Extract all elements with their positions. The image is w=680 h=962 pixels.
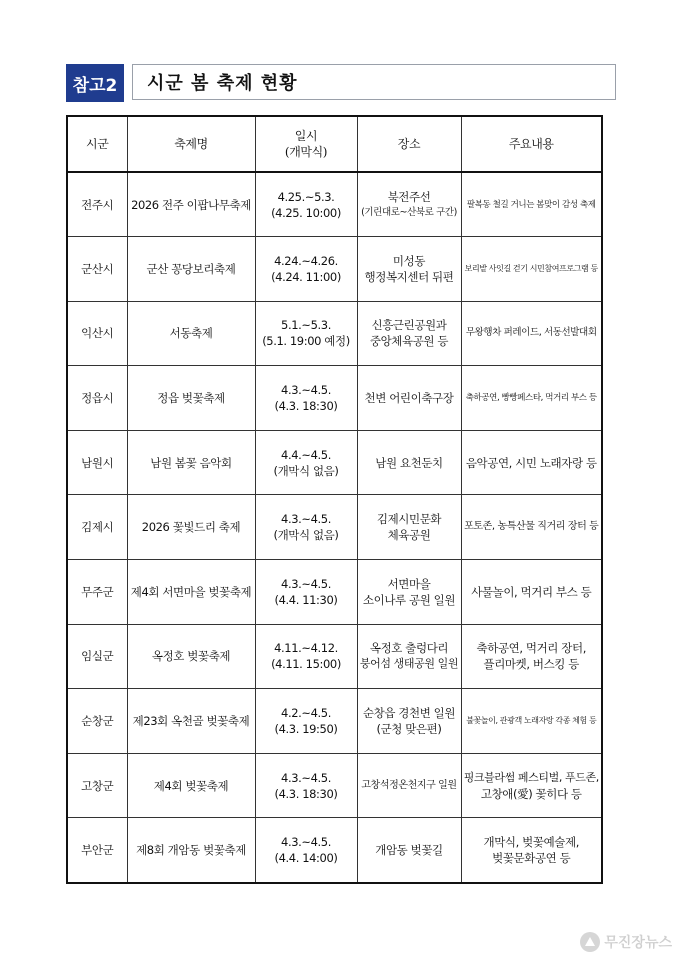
date-cell	[255, 818, 357, 883]
city-cell-line-1: 김제시	[81, 520, 114, 535]
place-cell	[357, 495, 461, 560]
content-cell-line-1: 무왕행차 퍼레이드, 서동선발대회	[465, 327, 597, 339]
festival-name-cell-line-1: 제8회 개암동 벚꽃축제	[136, 842, 246, 857]
festival-name-cell	[127, 624, 255, 689]
date-cell-line-1: 4.4.~4.5.	[281, 447, 331, 462]
content-cell	[461, 366, 602, 431]
content-cell-line-1: 보리밭 사잇길 걷기 시민참여프로그램 등	[464, 263, 598, 273]
festival-name-cell	[127, 818, 255, 883]
date-cell-line-2: (4.4. 14:00)	[274, 850, 338, 865]
table-row	[67, 366, 602, 431]
date-cell-line-1: 4.11.~4.12.	[274, 641, 338, 656]
table-row	[67, 753, 602, 818]
city-cell-line-1: 순창군	[81, 714, 114, 729]
festival-name-cell	[127, 495, 255, 560]
content-cell	[461, 237, 602, 302]
table-row	[67, 560, 602, 625]
place-cell-line-2: (기린대로~산북로 구간)	[361, 206, 457, 218]
content-cell	[461, 624, 602, 689]
festival-name-cell-line-1: 2026 전주 이팝나무축제	[131, 197, 251, 212]
content-cell-line-1: 포토존, 농특산물 직거리 장터 등	[464, 521, 599, 533]
festival-name-cell-line-1: 2026 꽃빛드리 축제	[141, 520, 241, 535]
table-header-row	[67, 116, 602, 172]
content-cell	[461, 689, 602, 754]
place-cell-line-2: (군청 맞은편)	[376, 722, 442, 737]
content-cell	[461, 301, 602, 366]
place-cell-line-2: 체육공원	[387, 528, 431, 543]
place-cell-line-1: 신흥근린공원과	[371, 318, 447, 333]
content-cell	[461, 495, 602, 560]
place-cell	[357, 624, 461, 689]
date-cell-line-1: 4.24.~4.26.	[274, 253, 338, 268]
col-header-date-label: 일시	[294, 129, 318, 143]
mountain-icon	[580, 932, 600, 952]
content-cell-line-1: 팔복동 철길 거니는 봄맞이 감성 축제	[466, 199, 596, 210]
col-header-date	[255, 116, 357, 172]
date-cell-line-2: (4.3. 18:30)	[274, 399, 338, 414]
table-row	[67, 237, 602, 302]
content-cell-line-1: 축하공연, 빵빵페스타, 먹거리 부스 등	[465, 393, 597, 404]
festival-name-cell	[127, 172, 255, 237]
city-cell-line-1: 전주시	[81, 197, 114, 212]
col-header-name: 축제명	[127, 116, 255, 172]
city-cell	[67, 560, 127, 625]
table-row	[67, 301, 602, 366]
city-cell-line-1: 군산시	[81, 261, 114, 276]
place-cell-line-1: 고창석정온천지구 일원	[361, 779, 457, 791]
festival-name-cell	[127, 689, 255, 754]
city-cell	[67, 689, 127, 754]
date-cell	[255, 495, 357, 560]
place-cell	[357, 301, 461, 366]
content-cell-line-1: 핑크블라썸 페스티벌, 푸드존,	[463, 770, 599, 784]
col-header-content: 주요내용	[461, 116, 602, 172]
place-cell	[357, 237, 461, 302]
festival-name-cell	[127, 753, 255, 818]
date-cell-line-2: (4.3. 19:50)	[274, 722, 338, 737]
festival-name-cell	[127, 366, 255, 431]
date-cell-line-1: 4.3.~4.5.	[281, 383, 331, 398]
place-cell-line-1: 북전주선	[387, 189, 431, 204]
table-row	[67, 172, 602, 237]
place-cell-line-1: 김제시민문화	[376, 512, 442, 527]
table-row	[67, 689, 602, 754]
festival-name-cell	[127, 301, 255, 366]
table-row	[67, 818, 602, 883]
place-cell	[357, 430, 461, 495]
place-cell-line-1: 천변 어린이축구장	[364, 391, 454, 406]
city-cell-line-1: 무주군	[81, 584, 114, 599]
date-cell-line-1: 4.25.~5.3.	[277, 189, 335, 204]
date-cell-line-2: (4.11. 15:00)	[271, 657, 341, 672]
content-cell-line-2: 고창애(愛) 꽃히다 등	[480, 786, 582, 801]
city-cell	[67, 301, 127, 366]
table-row	[67, 430, 602, 495]
col-header-place: 장소	[357, 116, 461, 172]
festival-name-cell-line-1: 서동축제	[169, 326, 213, 341]
city-cell	[67, 624, 127, 689]
date-cell-line-2: (개막식 없음)	[273, 528, 339, 543]
city-cell	[67, 430, 127, 495]
content-cell-line-1: 불꽃놀이, 관광객 노래자랑 각종 체험 등	[466, 716, 597, 726]
place-cell	[357, 366, 461, 431]
date-cell-line-1: 5.1.~5.3.	[281, 318, 331, 333]
date-cell	[255, 172, 357, 237]
city-cell-line-1: 고창군	[81, 778, 114, 793]
date-cell	[255, 237, 357, 302]
content-cell	[461, 818, 602, 883]
city-cell-line-1: 부안군	[81, 842, 114, 857]
date-cell	[255, 430, 357, 495]
festival-name-cell-line-1: 옥정호 벚꽃축제	[151, 649, 231, 664]
festival-name-cell	[127, 237, 255, 302]
date-cell-line-2: (4.4. 11:30)	[274, 592, 338, 607]
content-cell	[461, 560, 602, 625]
festival-name-cell-line-1: 제4회 벚꽃축제	[153, 778, 229, 793]
place-cell	[357, 689, 461, 754]
festival-name-cell-line-1: 제4회 서면마을 벚꽃축제	[130, 584, 252, 599]
place-cell-line-2: 붕어섬 생태공원 일원	[359, 657, 459, 671]
date-cell-line-2: (4.24. 11:00)	[271, 269, 341, 284]
content-cell-line-1: 축하공연, 먹거리 장터,	[476, 641, 586, 656]
date-cell	[255, 624, 357, 689]
content-cell-line-1: 개막식, 벚꽃예술제,	[483, 834, 579, 849]
date-cell-line-1: 4.3.~4.5.	[281, 834, 331, 849]
content-cell-line-2: 플리마켓, 버스킹 등	[483, 657, 579, 672]
watermark	[580, 932, 672, 952]
date-cell	[255, 560, 357, 625]
page-title: 시군 봄 축제 현황	[132, 64, 616, 100]
content-cell	[461, 430, 602, 495]
watermark-text: 무진장뉴스	[604, 935, 672, 951]
date-cell	[255, 689, 357, 754]
city-cell-line-1: 남원시	[81, 455, 114, 470]
section-header	[66, 64, 616, 102]
date-cell-line-2: (5.1. 19:00 예정)	[262, 334, 350, 349]
date-cell	[255, 753, 357, 818]
content-cell-line-1: 음악공연, 시민 노래자랑 등	[465, 455, 597, 470]
place-cell	[357, 753, 461, 818]
col-header-city: 시군	[67, 116, 127, 172]
place-cell	[357, 560, 461, 625]
content-cell-line-1: 사물놀이, 먹거리 부스 등	[471, 584, 592, 599]
date-cell-line-1: 4.3.~4.5.	[281, 512, 331, 527]
place-cell-line-1: 남원 요천둔치	[375, 455, 443, 470]
place-cell-line-1: 순창읍 경천변 일원	[362, 706, 456, 721]
city-cell-line-1: 임실군	[81, 649, 114, 664]
place-cell-line-2: 행정복지센터 뒤편	[364, 269, 454, 284]
place-cell	[357, 818, 461, 883]
col-header-date-sub: (개막식)	[284, 145, 328, 159]
city-cell-line-1: 익산시	[81, 326, 114, 341]
city-cell	[67, 366, 127, 431]
place-cell-line-1: 개암동 벚꽃길	[375, 842, 443, 857]
city-cell	[67, 818, 127, 883]
city-cell-line-1: 정읍시	[81, 391, 114, 406]
content-cell-line-2: 벚꽃문화공연 등	[492, 850, 571, 865]
content-cell	[461, 172, 602, 237]
date-cell	[255, 301, 357, 366]
city-cell	[67, 172, 127, 237]
table-row	[67, 495, 602, 560]
festival-name-cell-line-1: 군산 꽁당보리축제	[146, 261, 236, 276]
date-cell	[255, 366, 357, 431]
date-cell-line-2: (개막식 없음)	[273, 463, 339, 478]
date-cell-line-2: (4.3. 18:30)	[274, 786, 338, 801]
festival-name-cell-line-1: 제23회 옥천골 벚꽃축제	[132, 714, 250, 729]
date-cell-line-1: 4.3.~4.5.	[281, 770, 331, 785]
festival-name-cell	[127, 430, 255, 495]
place-cell	[357, 172, 461, 237]
festival-name-cell-line-1: 남원 봄꽃 음악회	[150, 455, 232, 470]
city-cell	[67, 753, 127, 818]
table-row	[67, 624, 602, 689]
place-cell-line-2: 소이나루 공원 일원	[362, 592, 456, 607]
place-cell-line-1: 미성동	[392, 253, 426, 268]
city-cell	[67, 237, 127, 302]
date-cell-line-1: 4.3.~4.5.	[281, 576, 331, 591]
date-cell-line-1: 4.2.~4.5.	[281, 706, 331, 721]
festival-table	[66, 115, 603, 884]
content-cell	[461, 753, 602, 818]
reference-badge: 참고2	[66, 64, 124, 102]
date-cell-line-2: (4.25. 10:00)	[271, 205, 341, 220]
place-cell-line-1: 옥정호 출렁다리	[369, 641, 449, 656]
place-cell-line-2: 중앙체육공원 등	[369, 334, 449, 349]
festival-name-cell-line-1: 정읍 벚꽃축제	[157, 391, 225, 406]
place-cell-line-1: 서면마을	[387, 576, 431, 591]
festival-name-cell	[127, 560, 255, 625]
city-cell	[67, 495, 127, 560]
